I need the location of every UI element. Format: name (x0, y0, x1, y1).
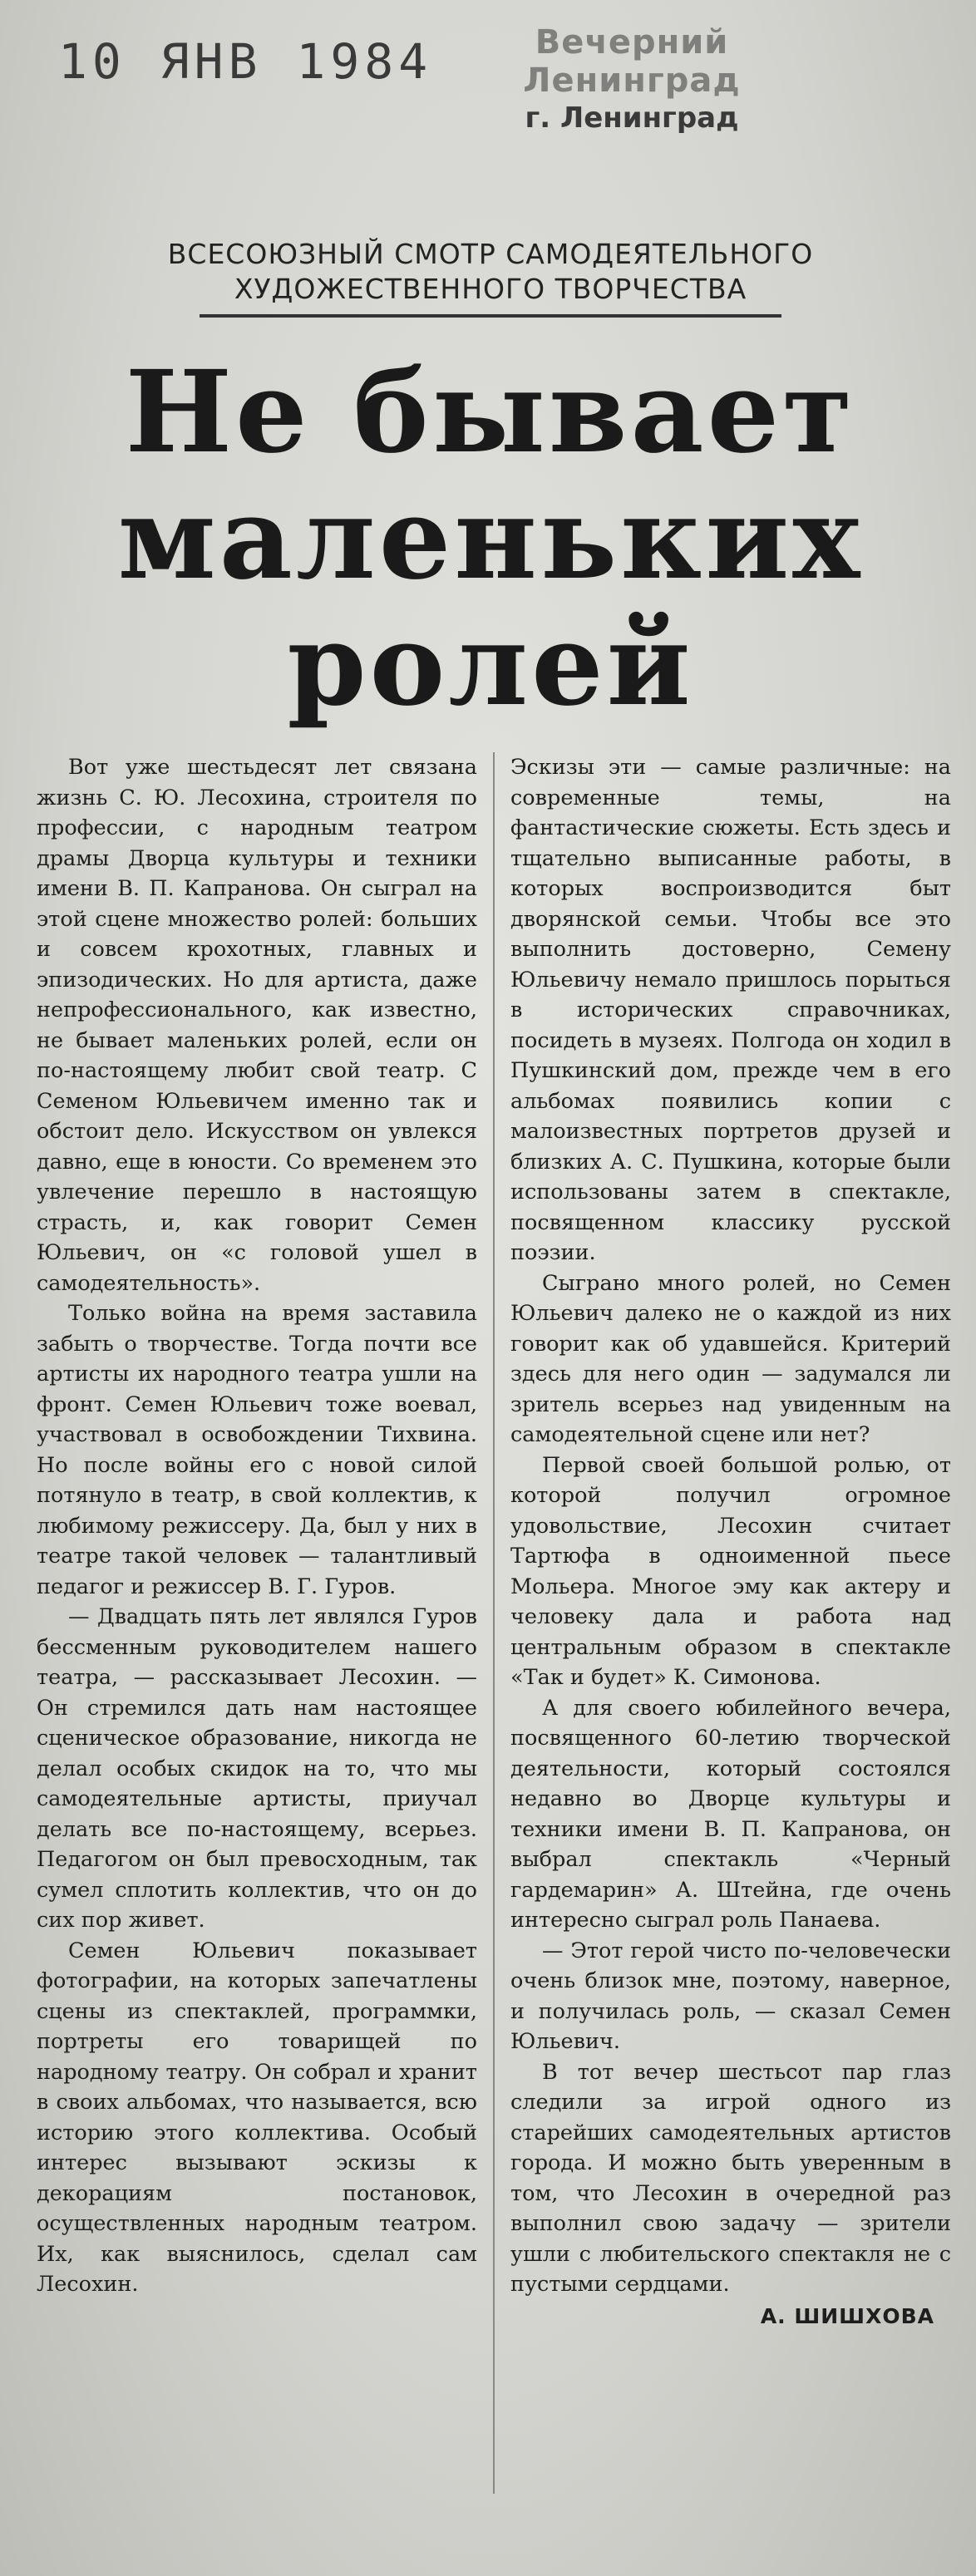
paragraph: — Этот герой чисто по-человечески очень близок мне, поэтому, наверное, и получилась роль, — сказал Семен Юльевич. (510, 1938, 951, 2054)
paragraph: Первой своей большой ролью, от которой получил огромное удовольствие, Лесохин считает Тартюфа в одноименной пьесе Мольера. Многое эму как актеру и человеку дала и работа над центральным образом в спектакле «Так и будет» К. Симонова. (510, 1452, 951, 1690)
paragraph: Семен Юльевич показывает фотографии, на которых запечатлены сцены из спектаклей, программки, портреты его товарищей по народному театру. Он собрал и хранит в своих альбомах, что называется, всю историю этого коллектива. Особый интерес вызывают эскизы к декорациям постановок, осуществленных народным театром. Их, как выяснилось, сделал сам Лесохин. (37, 1938, 477, 2297)
paragraph: В тот вечер шестьсот пар глаз следили за игрой одного из старейших самодеятельных артистов города. И можно быть уверенным в том, что Лесохин в очередной раз выполнил свою задачу — зрители ушли с любительского спектакля не с пустыми сердцами. (510, 2059, 951, 2297)
paragraph: Эскизы эти — самые различные: на современные темы, на фантастические сюжеты. Есть здесь и тщательно выписанные работы, в которых воспроизводится быт дворянской семьи. Чтобы все это выполнить достоверно, Семену Юльевичу немало пришлось порыться в исторических справочниках, посидеть в музеях. Полгода он ходил в Пушкинский дом, прежде чем в его альбомах появились копии с малоизвестных портретов друзей и близких А. С. Пушкина, которые были использованы затем в спектакле, посвященном классику русской поэзии. (510, 755, 951, 1265)
paragraph: — Двадцать пять лет являлся Гуров бессменным руководителем нашего театра, — рассказывает Лесохин. — Он стремился дать нам настоящее сценическое образование, никогда не делал особых скидок на то, что мы самодеятельные артисты, приучал делать все по-настоящему, всерьез. Педагогом он был превосходным, так сумел сплотить коллектив, что он до сих пор живет. (37, 1604, 477, 1933)
paragraph: А для своего юбилейного вечера, посвященного 60-летию творческой деятельности, который состоялся недавно во Дворце культуры и техники имени В. П. Капранова, он выбрал спектакль «Черный гардемарин» А. Штейна, где очень интересно сыграл роль Панаева. (510, 1695, 951, 1933)
article-body (37, 752, 951, 2506)
paragraph: Только война на время заставила забыть о творчестве. Тогда почти все артисты их народного театра ушли на фронт. Семен Юльевич тоже воевал, участвовал в освобождении Тихвина. Но после войны его с новой силой потянуло в театр, в свой коллектив, к любимому режиссеру. Да, был у них в театре такой человек — талантливый педагог и режиссер В. Г. Гуров. (37, 1301, 477, 1599)
headline-line-1: Не бывает (125, 346, 856, 479)
newspaper-name: Вечерний Ленинград (523, 23, 741, 100)
paragraph: Вот уже шестьдесят лет связана жизнь С. Ю. Лесохина, строителя по профессии, с народным театром драмы Дворца культуры и техники имени В. П. Капранова. Он сыграл на этой сцене множество ролей: больших и совсем крохотных, главных и эпизодических. Но для артиста, даже непрофессионального, как известно, не бывает маленьких ролей, если он по-настоящему любит свой театр. С Семеном Юльевичем именно так и обстоит дело. Искусством он увлекся давно, еще в юности. Со временем это увлечение перешло в настоящую страсть, и, как говорит Семен Юльевич, он «с головой ушел в самодеятельность». (37, 755, 477, 1296)
article-column-left (37, 752, 477, 2300)
rubric-line-1: ВСЕСОЮЗНЫЙ СМОТР САМОДЕЯТЕЛЬНОГО (167, 238, 814, 270)
article-column-right (510, 752, 951, 2332)
headline (33, 346, 948, 731)
headline-line-3: ролей (287, 598, 694, 731)
column-divider (493, 752, 495, 2494)
rubric-line-2: ХУДОЖЕСТВЕННОГО ТВОРЧЕСТВА (234, 273, 747, 305)
newspaper-stamp (449, 23, 815, 135)
paragraph: Сыграно много ролей, но Семен Юльевич далеко не о каждой из них говорит как об удавшейся. Критерий здесь для него один — задумался ли зритель всерьез над увиденным на самодеятельной сцене или нет? (510, 1270, 951, 1447)
rubric (50, 237, 931, 307)
headline-line-2: маленьких (117, 472, 864, 605)
author-signature: А. ШИШХОВА (760, 2303, 934, 2328)
rubric-underline (200, 314, 781, 318)
date-stamp: 10 ЯНВ 1984 (58, 33, 433, 90)
newspaper-city: г. Ленинград (525, 101, 739, 135)
